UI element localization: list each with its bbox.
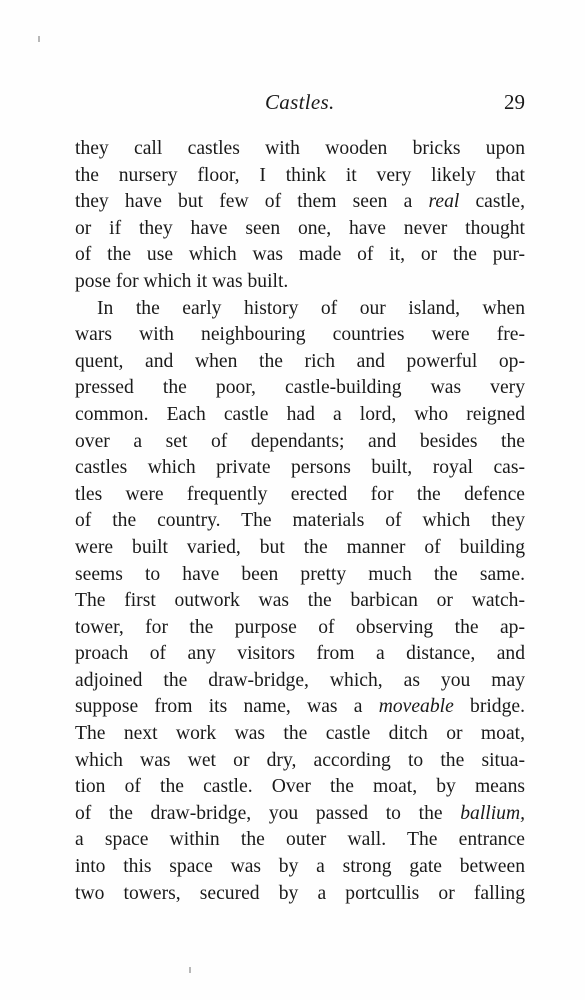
text-run: pose for which it was built. xyxy=(75,270,289,292)
text-run: proach of any visitors from a distance, and xyxy=(75,643,525,665)
text-line xyxy=(75,189,525,216)
text-line xyxy=(75,562,525,589)
text-line xyxy=(75,721,525,748)
text-run: castle, xyxy=(459,191,525,213)
text-line xyxy=(75,216,525,243)
text-line xyxy=(75,827,525,854)
text-line xyxy=(75,615,525,642)
text-line xyxy=(75,748,525,775)
text-run: The first outwork was the barbican or watch- xyxy=(75,590,525,612)
text-run: adjoined the draw-bridge, which, as you may xyxy=(75,669,525,691)
text-run: The next work was the castle ditch or moat, xyxy=(75,723,525,745)
scan-speck xyxy=(38,36,40,42)
text-run: into this space was by a strong gate between xyxy=(75,856,525,878)
text-line xyxy=(75,482,525,509)
running-title: Castles. xyxy=(265,90,335,114)
body-text xyxy=(75,136,525,907)
text-line xyxy=(75,296,525,323)
text-run: pressed the poor, castle-building was very xyxy=(75,377,525,399)
text-line xyxy=(75,668,525,695)
text-run: seems to have been pretty much the same. xyxy=(75,563,525,585)
text-run: were built varied, but the manner of building xyxy=(75,536,525,558)
text-run: they call castles with wooden bricks upon xyxy=(75,138,525,159)
text-line xyxy=(75,136,525,163)
text-run: castles which private persons built, royal cas- xyxy=(75,457,525,479)
text-line xyxy=(75,242,525,269)
text-run: suppose from its name, was a xyxy=(75,696,379,718)
text-line xyxy=(75,694,525,721)
text-run: a space within the outer wall. The entrance xyxy=(75,829,525,851)
text-line xyxy=(75,535,525,562)
text-line xyxy=(75,269,525,296)
italic-word: real xyxy=(428,191,460,213)
text-run: the nursery floor, I think it very likely that xyxy=(75,164,525,186)
text-run: two towers, secured by a portcullis or falling xyxy=(75,882,525,904)
paragraph xyxy=(75,296,525,908)
paragraph xyxy=(75,136,525,296)
text-line xyxy=(75,429,525,456)
text-line xyxy=(75,402,525,429)
text-run: or if they have seen one, have never thought xyxy=(75,217,525,239)
text-line xyxy=(75,508,525,535)
text-run: common. Each castle had a lord, who reigned xyxy=(75,403,525,425)
text-line xyxy=(75,349,525,376)
page-header xyxy=(75,90,525,120)
text-run: of the country. The materials of which they xyxy=(75,510,525,532)
text-line xyxy=(75,641,525,668)
text-run: over a set of dependants; and besides the xyxy=(75,430,525,452)
text-line xyxy=(75,322,525,349)
text-line xyxy=(75,801,525,828)
text-run: tower, for the purpose of observing the ap- xyxy=(75,616,525,638)
text-run: quent, and when the rich and powerful op- xyxy=(75,350,525,372)
text-line xyxy=(75,163,525,190)
text-run: of the draw-bridge, you passed to the xyxy=(75,802,461,824)
page-number: 29 xyxy=(504,90,525,114)
text-line xyxy=(75,588,525,615)
text-run: which was wet or dry, according to the situa- xyxy=(75,749,525,771)
text-run: bridge. xyxy=(453,696,525,718)
text-line xyxy=(75,881,525,908)
text-run: tion of the castle. Over the moat, by means xyxy=(75,776,525,798)
text-run: In the early history of our island, when xyxy=(97,297,525,319)
text-run: of the use which was made of it, or the pur- xyxy=(75,244,525,266)
text-line xyxy=(75,774,525,801)
text-run: they have but few of them seen a xyxy=(75,191,429,213)
text-line xyxy=(75,455,525,482)
text-line xyxy=(75,854,525,881)
text-run: tles were frequently erected for the defence xyxy=(75,483,525,505)
scan-speck xyxy=(189,967,191,973)
italic-word: moveable xyxy=(378,696,454,718)
italic-word: ballium, xyxy=(460,802,525,824)
text-line xyxy=(75,375,525,402)
text-run: wars with neighbouring countries were fre- xyxy=(75,324,525,346)
